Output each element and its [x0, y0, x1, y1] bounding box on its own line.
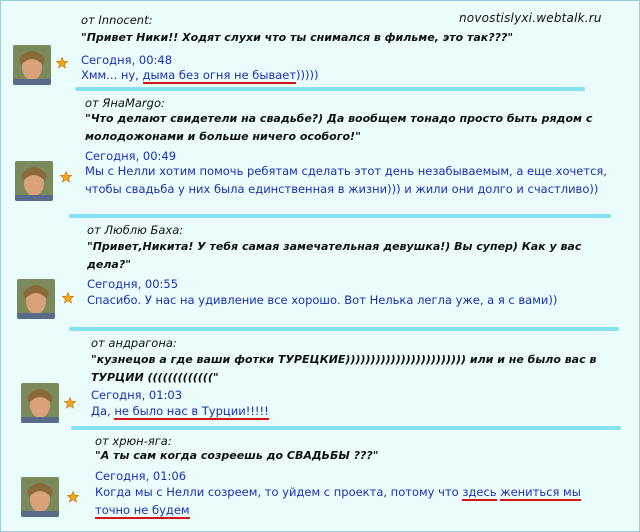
question-author: от андрагона: — [91, 336, 177, 350]
site-watermark: novostislyxi.webtalk.ru — [459, 11, 602, 25]
avatar — [17, 279, 55, 319]
separator — [71, 426, 621, 430]
avatar — [13, 45, 51, 85]
reply-text: Да, не было нас в Турции!!!!! — [91, 404, 269, 418]
separator — [69, 214, 611, 218]
highlighted-phrase: жениться мы точно не будем — [95, 485, 581, 517]
reply-text: Мы с Нелли хотим помочь ребятам сделать этот день незабываемым, а еще хочется, чтобы свадьба у них была единственная в жизни))) и жили они долго и счастливо)) — [85, 164, 607, 196]
avatar — [15, 161, 53, 201]
star-icon — [64, 397, 76, 409]
avatar — [21, 383, 59, 423]
highlighted-phrase: здесь — [462, 485, 497, 499]
star-icon — [67, 491, 79, 503]
question-text: "Что делают свидетели на свадьбе?) Да вообщем тонадо просто быть рядом с молодожонами и больше ничего особого!" — [85, 112, 593, 143]
reply-text: Спасибо. У нас на удивление все хорошо. Вот Нелька легла уже, а я с вами)) — [87, 293, 558, 307]
question-author: от хрюн-яга: — [95, 434, 172, 448]
highlighted-phrase: дыма без огня не бывает — [142, 68, 297, 82]
reply-text: Хмм... ну, дыма без огня не бывает))))) — [81, 68, 319, 82]
avatar — [21, 477, 59, 517]
reply-time: Сегодня, 00:49 — [85, 149, 177, 163]
question-text: "Привет Ники!! Ходят слухи что ты снимался в фильме, это так???" — [81, 31, 514, 44]
reply-time: Сегодня, 01:03 — [91, 388, 183, 402]
separator — [75, 87, 585, 91]
separator — [69, 327, 619, 331]
reply-time: Сегодня, 00:48 — [81, 53, 173, 67]
star-icon — [60, 171, 72, 183]
question-author: от ЯнаMargo: — [85, 96, 165, 110]
question-text: "А ты сам когда созреешь до СВАДЬБЫ ???" — [95, 449, 379, 462]
question-author: от Innocent: — [81, 13, 153, 27]
reply-text: Когда мы с Нелли созреем, то уйдем с проекта, потому что здесь жениться мы точно не будем — [95, 485, 581, 517]
question-text: "Привет,Никита! У тебя самая замечательная девушка!) Вы супер) Как у вас дела?" — [87, 240, 582, 271]
star-icon — [56, 57, 68, 69]
reply-time: Сегодня, 01:06 — [95, 469, 187, 483]
highlighted-phrase: не было нас в Турции!!!!! — [114, 404, 269, 418]
star-icon — [62, 292, 74, 304]
reply-time: Сегодня, 00:55 — [87, 277, 179, 291]
question-author: от Люблю Баха: — [87, 223, 184, 237]
question-text: "кузнецов а где ваши фотки ТУРЕЦКИЕ)))))))))))))))))))))))) или и не было вас в ТУРЦИИ (((((((((((((" — [91, 353, 597, 384]
